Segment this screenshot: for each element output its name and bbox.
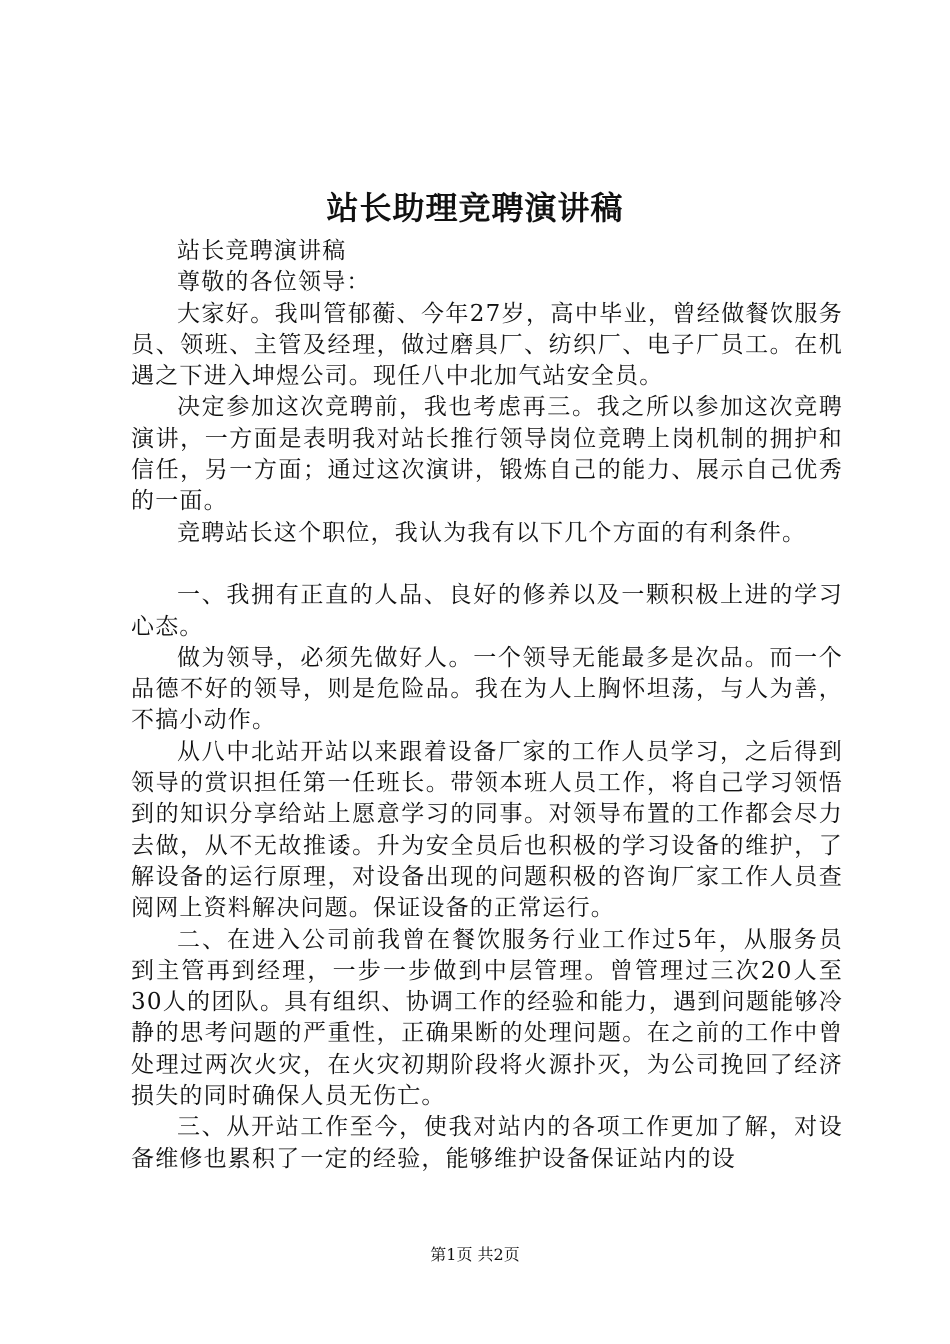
paragraph-conditions: 竞聘站长这个职位，我认为我有以下几个方面的有利条件。 — [177, 519, 807, 546]
paragraph-character: 做为领导，必须先做好人。一个领导无能最多是次品。而一个品德不好的领导，则是危险品。我在为人上胸怀坦荡，与人为善，不搞小动作。 — [131, 644, 843, 734]
page-footer: 第1页 共2页 — [430, 1245, 520, 1264]
paragraph-blank — [131, 549, 843, 580]
paragraph-point-three: 三、从开站工作至今，使我对站内的各项工作更加了解，对设备维修也累积了一定的经验，能够维护设备保证站内的设 — [131, 1114, 843, 1172]
paragraph-motivation: 决定参加这次竞聘前，我也考虑再三。我之所以参加这次竞聘演讲，一方面是表明我对站长推行领导岗位竞聘上岗机制的拥护和信任，另一方面；通过这次演讲，锻炼自己的能力、展示自己优秀的一面。 — [131, 394, 843, 515]
paragraph-salutation: 尊敬的各位领导： — [177, 269, 371, 296]
paragraph-experience: 从八中北站开站以来跟着设备厂家的工作人员学习，之后得到领导的赏识担任第一任班长。带领本班人员工作，将自己学习领悟到的知识分享给站上愿意学习的同事。对领导布置的工作都会尽力去做，从不无故推诿。升为安全员后也积极的学习设备的维护，了解设备的运行原理，对设备出现的问题积极的咨询厂家工作人员查阅网上资料解决问题。保证设备的正常运行。 — [131, 738, 843, 922]
paragraph-subtitle: 站长竞聘演讲稿 — [177, 238, 347, 264]
document-body — [131, 236, 843, 1175]
paragraph-point-one: 一、我拥有正直的人品、良好的修养以及一颗积极上进的学习心态。 — [131, 582, 843, 640]
paragraph-intro: 大家好。我叫管郁蘅、今年27岁，高中毕业，曾经做餐饮服务员、领班、主管及经理，做过磨具厂、纺织厂、电子厂员工。在机遇之下进入坤煜公司。现任八中北加气站安全员。 — [131, 300, 843, 390]
document-title: 站长助理竞聘演讲稿 — [326, 189, 624, 227]
paragraph-point-two: 二、在进入公司前我曾在餐饮服务行业工作过5年，从服务员到主管再到经理，一步一步做到中层管理。曾管理过三次20人至30人的团队。具有组织、协调工作的经验和能力，遇到问题能够冷静的思考问题的严重性，正确果断的处理问题。在之前的工作中曾处理过两次火灾，在火灾初期阶段将火源扑灭，为公司挽回了经济损失的同时确保人员无伤亡。 — [131, 926, 843, 1110]
